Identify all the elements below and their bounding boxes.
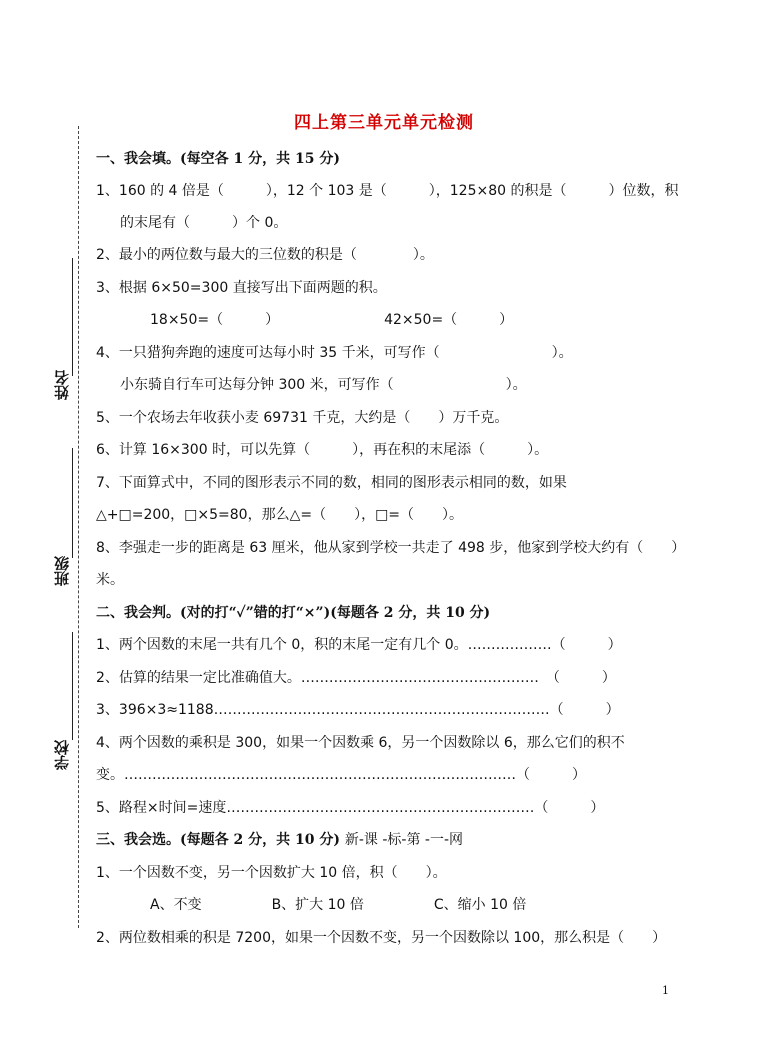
question-2-3: 3、396×3≈1188………………………………………………………………（ ） xyxy=(96,702,620,718)
section-3-heading xyxy=(96,831,463,849)
question-1-7: 7、下面算式中，不同的图形表示不同的数，相同的图形表示相同的数，如果 xyxy=(96,475,567,491)
binding-dashed-line xyxy=(78,126,79,928)
question-1-4-cont: 小东骑自行车可达每分钟 300 米，可写作（ ）。 xyxy=(120,377,527,393)
question-1-2: 2、最小的两位数与最大的三位数的积是（ ）。 xyxy=(96,247,434,263)
question-1-8-cont: 米。 xyxy=(96,572,124,588)
question-3-1-options: A、不变 B、扩大 10 倍 C、缩小 10 倍 xyxy=(150,897,527,913)
question-2-1: 1、两个因数的末尾一共有几个 0，积的末尾一定有几个 0。………………（ ） xyxy=(96,637,622,653)
school-label: 学校 xyxy=(53,740,71,770)
class-write-line xyxy=(72,448,73,558)
question-2-5: 5、路程×时间=速度…………………………………………………………（ ） xyxy=(96,800,605,816)
question-1-3-items: 18×50=（ ） 42×50=（ ） xyxy=(150,312,514,328)
name-write-line xyxy=(72,258,73,376)
page-number: 1 xyxy=(662,984,669,997)
page-title: 四上第三单元单元检测 xyxy=(294,113,474,133)
section-3-heading-text: 三、我会选。(每题各 2 分，共 10 分) xyxy=(96,832,340,848)
question-1-4: 4、一只猎狗奔跑的速度可达每小时 35 千米，可写作（ ）。 xyxy=(96,345,573,361)
question-1-3: 3、根据 6×50=300 直接写出下面两题的积。 xyxy=(96,280,387,296)
question-1-6: 6、计算 16×300 时，可以先算（ ），再在积的末尾添（ ）。 xyxy=(96,442,549,458)
question-2-2: 2、估算的结果一定比准确值大。…………………………………………… （ ） xyxy=(96,670,616,686)
question-1-8: 8、李强走一步的距离是 63 厘米，他从家到学校一共走了 498 步，他家到学校大约有（ ） xyxy=(96,540,686,556)
watermark-text: 新-课 -标-第 -一-网 xyxy=(344,832,464,848)
question-3-1: 1、一个因数不变，另一个因数扩大 10 倍，积（ ）。 xyxy=(96,865,447,881)
question-1-5: 5、一个农场去年收获小麦 69731 千克，大约是（ ）万千克。 xyxy=(96,410,509,426)
question-2-4-cont: 变。…………………………………………………………………………（ ） xyxy=(96,767,586,783)
question-1-1: 1、160 的 4 倍是（ ），12 个 103 是（ ），125×80 的积是（ ）位数，积 xyxy=(96,183,679,199)
question-1-1-cont: 的末尾有（ ）个 0。 xyxy=(120,215,288,231)
class-label: 班级 xyxy=(53,556,71,586)
question-3-2: 2、两位数相乘的积是 7200，如果一个因数不变，另一个因数除以 100，那么积是（ ） xyxy=(96,930,667,946)
school-write-line xyxy=(72,632,73,740)
section-2-heading: 二、我会判。(对的打“✓”错的打“×”)(每题各 2 分，共 10 分) xyxy=(96,605,491,621)
question-2-4: 4、两个因数的乘积是 300，如果一个因数乘 6，另一个因数除以 6，那么它们的积不 xyxy=(96,735,625,751)
question-1-7-cont: △+□=200，□×5=80，那么△=（ ），□=（ ）。 xyxy=(96,507,464,523)
name-label: 姓名 xyxy=(53,370,71,400)
section-1-heading: 一、我会填。(每空各 1 分，共 15 分) xyxy=(96,151,340,167)
